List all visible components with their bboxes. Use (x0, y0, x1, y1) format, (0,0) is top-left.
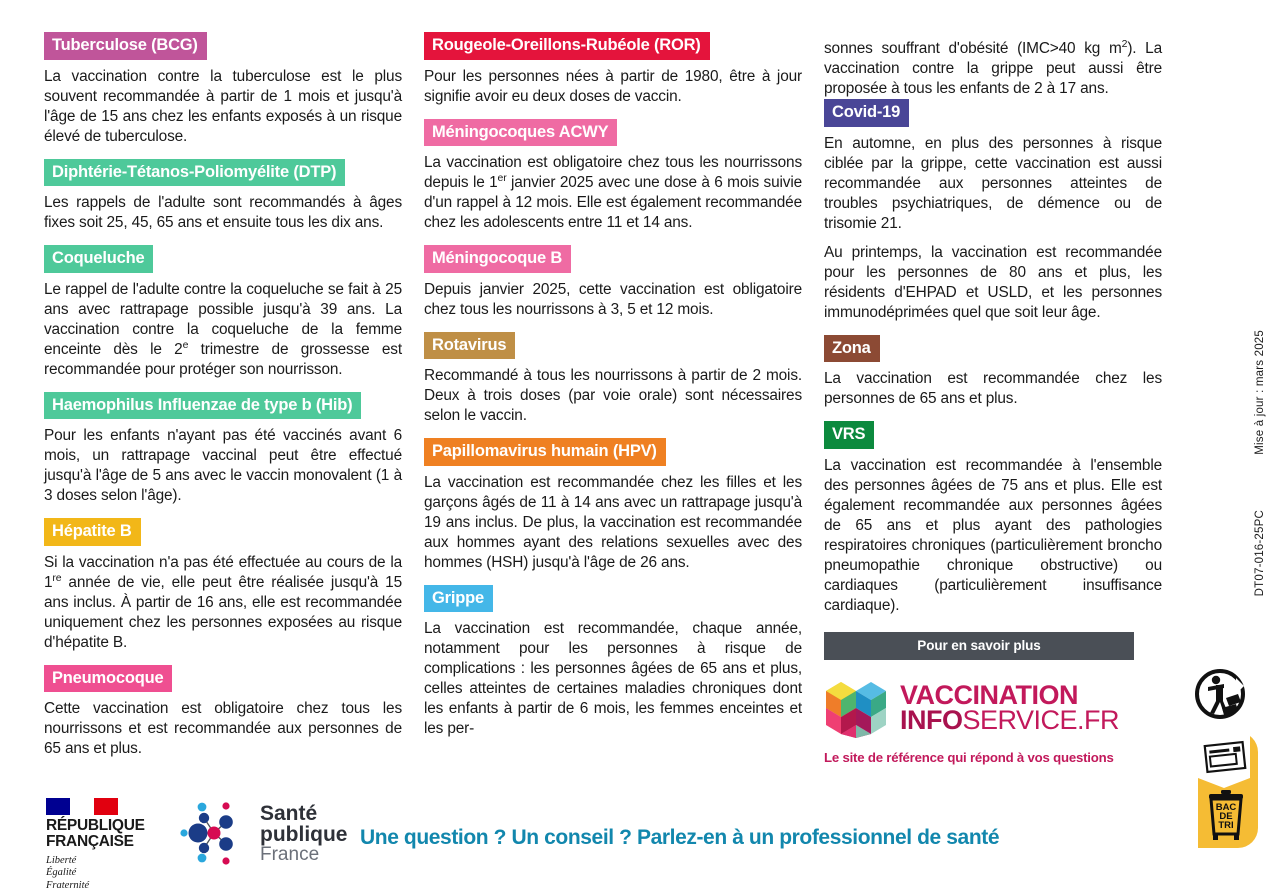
vaccine-description: La vaccination est recommandée à l'ensemble des personnes âgées de 75 ans et plus. Elle est également recommandée aux personnes âgées de 65 ans et plus ayant des pathologies respiratoires chroniques (particulièrement broncho pneumopathie chronique obstructive) ou cardiaques (particulièrement insuffisance cardiaque). (824, 456, 1162, 614)
republique-line-1: RÉPUBLIQUE (46, 817, 145, 834)
vaccine-entry (44, 665, 402, 760)
vaccine-badge: Hépatite B (44, 518, 141, 546)
vaccine-badge: VRS (824, 421, 874, 449)
vis-tagline: Le site de référence qui répond à vos questions (824, 749, 1114, 765)
vaccine-description: La vaccination est recommandée chez les personnes de 65 ans et plus. (824, 370, 1162, 408)
triman-recycling-icon (1192, 668, 1252, 726)
vaccine-badge: Haemophilus Influenzae de type b (Hib) (44, 392, 361, 420)
vaccine-description: Les rappels de l'adulte sont recommandés à âges fixes soit 25, 45, 65 ans et ensuite tous les dix ans. (44, 194, 402, 232)
spf-line-1: Santé (260, 801, 318, 825)
french-flag-icon (46, 798, 118, 815)
vaccine-badge: Papillomavirus humain (HPV) (424, 438, 666, 466)
vaccine-badge: Méningocoques ACWY (424, 119, 617, 147)
vaccine-entry (44, 392, 402, 507)
vaccine-badge: Rotavirus (424, 332, 515, 360)
vaccine-description: Depuis janvier 2025, cette vaccination est obligatoire chez tous les nourrissons à 3, 5 et 12 mois. (424, 280, 802, 318)
vaccine-entry (44, 518, 402, 653)
vaccine-entry (424, 438, 802, 573)
vaccination-info-service-logo[interactable] (824, 676, 1162, 740)
vaccine-description: La vaccination est recommandée, chaque année, notamment pour les personnes à risque de complications : les personnes âgées de 65 ans et plus, celles atteintes de certaines maladies chroniques dont les enfants à partir de 6 mois, les femmes enceintes et les per- (424, 620, 802, 738)
vaccine-description: Pour les personnes nées à partir de 1980, être à jour signifie avoir eu deux doses de vaccin. (424, 67, 802, 105)
page-footer (0, 790, 1274, 890)
vaccine-badge: Grippe (424, 585, 493, 613)
column-1 (44, 32, 424, 771)
reference-code-vertical: DT07-016-25PC (1254, 510, 1266, 597)
grippe-continued-text: sonnes souffrant d'obésité (IMC>40 kg $m^2$). La vaccination contre la grippe peut aussi être proposée à tous les enfants de 2 à 17 ans. (824, 38, 1162, 98)
svg-text:BAC: BAC (1215, 802, 1237, 813)
republique-line-2: FRANÇAISE (46, 833, 134, 851)
vaccine-entry (424, 585, 802, 740)
vaccine-description: Au printemps, la vaccination est recommandée pour les personnes de 80 ans et plus, les résidents d'EHPAD et USLD, et les personnes immunodéprimées quel que soit leur âge. (824, 243, 1162, 321)
vaccine-badge: Covid-19 (824, 99, 909, 127)
spf-line-3: France (260, 843, 320, 865)
vaccine-entry (44, 245, 402, 380)
vaccine-description: La vaccination contre la tuberculose est le plus souvent recommandée à partir de 1 mois et jusqu'à l'âge de 15 ans chez les enfants exposés à un risque élevé de tuberculose. (44, 67, 402, 145)
pour-en-savoir-plus-bar[interactable]: Pour en savoir plus (824, 632, 1134, 660)
vis-hexagon-cube-icon (824, 676, 890, 740)
footer-slogan: Une question ? Un conseil ? Parlez-en à un professionnel de santé (360, 826, 1000, 849)
content-columns (44, 32, 1214, 771)
spf-line-2: publique (260, 822, 348, 846)
vaccine-description: La vaccination est obligatoire chez tous les nourrissons depuis le 1er janvier 2025 avec une dose à 6 mois suivie d'un rappel à 12 mois. Elle est également recommandée chez les adolescents entre 11 et 14 ans. (424, 154, 802, 232)
vaccine-badge: Diphtérie-Tétanos-Poliomyélite (DTP) (44, 159, 345, 187)
column-3 (824, 32, 1184, 771)
vaccine-description: Le rappel de l'adulte contre la coqueluche se fait à 25 ans avec rattrapage possible jusqu'à 39 ans. La vaccination contre la coqueluche de la femme enceinte dès le 2e trimestre de grossesse est recommandée pour protéger son nourrisson. (44, 280, 402, 378)
vaccine-badge: Zona (824, 335, 880, 363)
vaccine-badge: Méningocoque B (424, 245, 571, 273)
sante-publique-france-logo (178, 800, 348, 866)
vaccine-description: En automne, en plus des personnes à risque ciblée par la grippe, cette vaccination est aussi recommandée aux personnes atteintes de troubles psychiatriques, de démence ou de trisomie 21. (824, 134, 1162, 232)
vis-line-1: VACCINATION (900, 680, 1078, 711)
vaccine-description: Recommandé à tous les nourrissons à partir de 2 mois. Deux à trois doses (par voie orale) sont nécessaires selon le vaccin. (424, 367, 802, 425)
vaccine-entry (424, 32, 802, 107)
vis-service-word: SERVICE.FR (962, 704, 1120, 735)
motto-egalite: Égalité (46, 867, 77, 879)
vaccine-entry (424, 245, 802, 320)
vaccine-badge: Pneumocoque (44, 665, 172, 693)
svg-text:TRI: TRI (1218, 820, 1234, 831)
motto-liberte: Liberté (46, 854, 77, 866)
vaccine-entry (424, 332, 802, 427)
envelope-icon (1205, 742, 1246, 772)
vaccine-badge: Coqueluche (44, 245, 153, 273)
vaccine-description: Cette vaccination est obligatoire chez tous les nourrissons et est recommandée aux personnes de 65 ans et plus. (44, 700, 402, 758)
vaccine-entry (44, 32, 402, 147)
spf-network-icon (178, 800, 252, 866)
vaccine-description: Si la vaccination n'a pas été effectuée au cours de la 1re année de vie, elle peut être réalisée jusqu'à 15 ans inclus. À partir de 16 ans, elle est recommandée uniquement chez les personnes exposées au risque d'hépatite B. (44, 553, 402, 651)
vaccine-description: Pour les enfants n'ayant pas été vaccinés avant 6 mois, un rattrapage vaccinal peut être effectué jusqu'à l'âge de 5 ans avec le vaccin monovalent (1 à 3 doses selon l'âge). (44, 427, 402, 505)
vaccine-entry (824, 99, 1162, 323)
vaccine-entry (824, 421, 1162, 616)
update-date-vertical: Mise à jour : mars 2025 (1254, 330, 1266, 455)
vis-info-word: INFO (900, 704, 963, 735)
republique-francaise-logo (46, 798, 156, 892)
svg-text:DE: DE (1219, 811, 1233, 822)
vaccine-badge: Tuberculose (BCG) (44, 32, 207, 60)
vaccine-description: La vaccination est recommandée chez les filles et les garçons âgés de 11 à 14 ans avec un rattrapage jusqu'à 19 ans inclus. De plus, la vaccination est recommandée aux hommes ayant des relations sexuelles avec des hommes (HSH) jusqu'à l'âge de 26 ans. (424, 473, 802, 571)
vaccine-entry (824, 335, 1162, 410)
vaccine-entry (44, 159, 402, 234)
vaccine-badge: Rougeole-Oreillons-Rubéole (ROR) (424, 32, 710, 60)
motto-fraternite: Fraternité (46, 879, 90, 891)
vaccine-entry (424, 119, 802, 234)
column-2 (424, 32, 824, 771)
